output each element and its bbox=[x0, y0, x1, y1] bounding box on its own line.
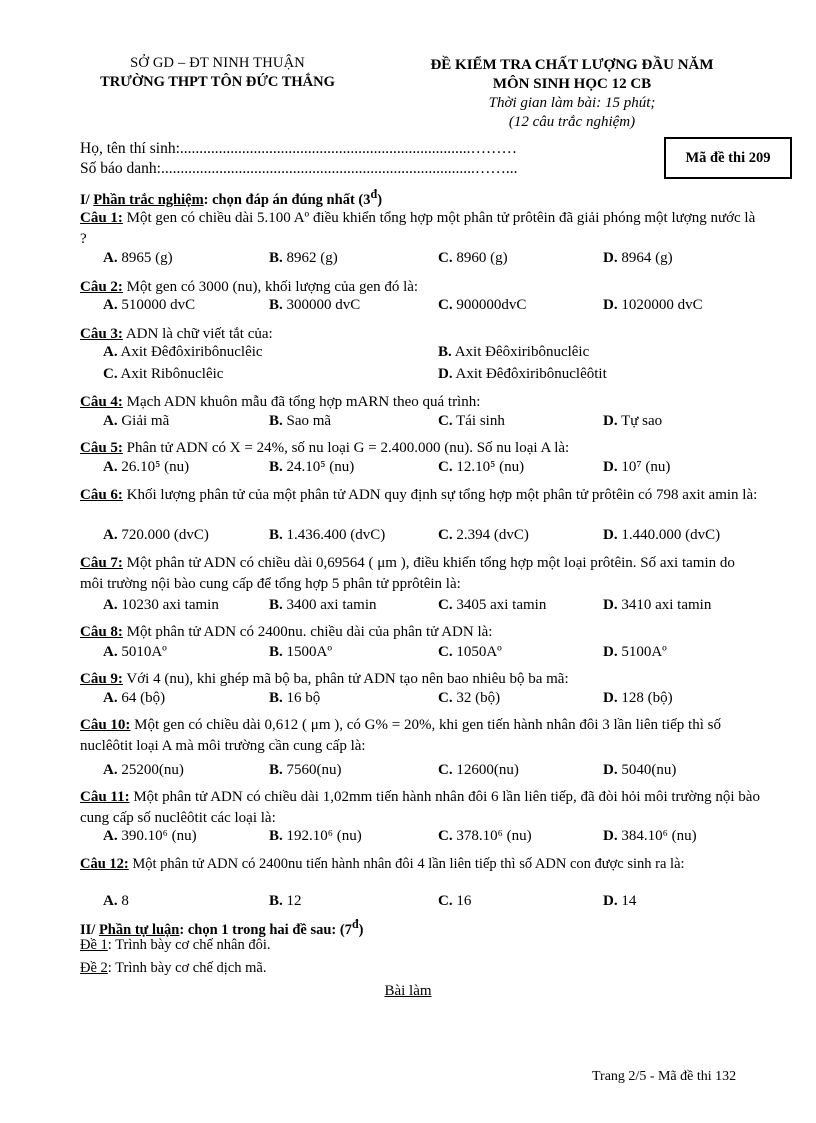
option-c[interactable] bbox=[438, 413, 505, 430]
option-c[interactable] bbox=[438, 527, 529, 544]
option-d[interactable] bbox=[603, 893, 636, 910]
option-text: 5040(nu) bbox=[621, 762, 677, 778]
option-letter: C. bbox=[438, 828, 453, 844]
essay-1-label: Đề 1 bbox=[80, 937, 108, 953]
student-id-label: Số báo danh: bbox=[80, 160, 161, 177]
question-text: Một gen có chiều dài 5.100 Aº điều khiển tổng hợp một phân tử prôtêin đã giải phóng một lượng nước là ? bbox=[80, 210, 756, 247]
option-letter: A. bbox=[103, 893, 118, 909]
option-text: 510000 dvC bbox=[121, 297, 196, 313]
option-d[interactable] bbox=[603, 413, 662, 430]
option-a[interactable] bbox=[103, 893, 129, 910]
option-text: 900000dvC bbox=[456, 297, 527, 313]
essay-2-text: : Trình bày cơ chế dịch mã. bbox=[107, 960, 267, 976]
exam-code-box bbox=[664, 137, 792, 179]
option-c[interactable] bbox=[438, 644, 502, 661]
question-label: Câu 6: bbox=[80, 487, 123, 503]
option-c[interactable] bbox=[438, 459, 524, 476]
student-name-field[interactable]: ...........................................................................……… bbox=[179, 140, 518, 157]
question-label: Câu 9: bbox=[80, 671, 123, 687]
option-text: 10230 axi tamin bbox=[121, 597, 219, 613]
options-row bbox=[103, 413, 753, 434]
option-letter: D. bbox=[603, 762, 618, 778]
part2-rest: : chọn 1 trong hai đề sau: (7 bbox=[179, 921, 352, 938]
option-letter: B. bbox=[269, 828, 283, 844]
option-a[interactable] bbox=[103, 527, 209, 544]
options-row bbox=[103, 250, 753, 271]
question-label: Câu 2: bbox=[80, 279, 123, 295]
option-a[interactable] bbox=[103, 690, 165, 707]
option-text: 1.436.400 (dvC) bbox=[286, 527, 386, 543]
option-text: 8964 (g) bbox=[621, 250, 673, 266]
question-5 bbox=[80, 438, 760, 459]
option-text: Axit Đêđôxiribônuclêôtit bbox=[455, 366, 607, 382]
options-row bbox=[103, 644, 753, 665]
option-text: 8965 (g) bbox=[121, 250, 173, 266]
options-row bbox=[103, 893, 753, 914]
option-text: 8 bbox=[121, 893, 129, 909]
part2-heading bbox=[80, 917, 364, 939]
option-text: 12600(nu) bbox=[456, 762, 519, 778]
part1-heading bbox=[80, 187, 382, 209]
question-text: Một phân tử ADN có 2400nu. chiều dài của phân tử ADN là: bbox=[122, 624, 493, 640]
option-a[interactable] bbox=[103, 297, 195, 314]
option-b[interactable] bbox=[269, 459, 354, 476]
option-a[interactable] bbox=[103, 597, 219, 614]
exam-title: ĐỀ KIỂM TRA CHẤT LƯỢNG ĐẦU NĂM bbox=[430, 57, 714, 73]
option-d[interactable] bbox=[603, 527, 720, 544]
question-text: Phân tử ADN có X = 24%, số nu loại G = 2.400.000 (nu). Số nu loại A là: bbox=[122, 440, 570, 456]
option-letter: B. bbox=[269, 527, 283, 543]
question-8 bbox=[80, 622, 760, 643]
option-text: Tự sao bbox=[621, 413, 663, 429]
option-c[interactable] bbox=[438, 250, 508, 267]
question-10 bbox=[80, 715, 760, 757]
option-letter: A. bbox=[103, 527, 118, 543]
option-c[interactable] bbox=[438, 828, 532, 845]
option-letter: B. bbox=[438, 344, 452, 360]
option-text: Axit Đêôxiribônuclêic bbox=[454, 344, 590, 360]
essay-1 bbox=[80, 937, 271, 954]
part1-sup: đ bbox=[370, 187, 378, 201]
question-text: Với 4 (nu), khi ghép mã bộ ba, phân tử ADN tạo nên bao nhiêu bộ ba mã: bbox=[122, 671, 569, 687]
option-text: 8960 (g) bbox=[456, 250, 508, 266]
option-text: 3410 axi tamin bbox=[621, 597, 712, 613]
option-letter: C. bbox=[438, 459, 453, 475]
option-letter: A. bbox=[103, 762, 118, 778]
question-text: Một gen có 3000 (nu), khối lượng của gen đó là: bbox=[122, 279, 419, 295]
question-text: Một gen có chiều dài 0,612 ( μm ), có G% = 20%, khi gen tiến hành nhân đôi 3 lần liên tiếp thì số nuclêôtit loại A mà môi trường cần cung cấp là: bbox=[80, 717, 721, 754]
options-row bbox=[103, 762, 753, 783]
option-letter: B. bbox=[269, 459, 283, 475]
part2-close: ) bbox=[358, 921, 364, 938]
question-text: Một phân tử ADN có 2400nu tiến hành nhân đôi 4 lần liên tiếp thì số ADN con được sinh ra là: bbox=[128, 856, 685, 872]
question-text: Khối lượng phân tử của một phân tử ADN quy định sự tổng hợp một phân tử prôtêin có 798 axit amin là: bbox=[122, 487, 758, 503]
option-text: 720.000 (dvC) bbox=[121, 527, 209, 543]
option-d[interactable] bbox=[603, 250, 673, 267]
question-label: Câu 4: bbox=[80, 394, 123, 410]
question-label: Câu 11: bbox=[80, 789, 130, 805]
option-letter: B. bbox=[269, 893, 283, 909]
option-letter: B. bbox=[269, 413, 283, 429]
option-b[interactable] bbox=[269, 527, 385, 544]
option-text: 24.10⁵ (nu) bbox=[286, 459, 355, 475]
question-7 bbox=[80, 553, 760, 595]
essay-1-text: : Trình bày cơ chế nhân đôi. bbox=[107, 937, 271, 953]
option-c[interactable] bbox=[103, 366, 223, 383]
option-d[interactable] bbox=[603, 690, 673, 707]
option-letter: D. bbox=[603, 828, 618, 844]
option-text: 5010Aº bbox=[121, 644, 167, 660]
option-text: 26.10⁵ (nu) bbox=[121, 459, 190, 475]
question-label: Câu 8: bbox=[80, 624, 123, 640]
option-b[interactable] bbox=[269, 762, 342, 779]
option-b[interactable] bbox=[269, 644, 332, 661]
option-d[interactable] bbox=[603, 459, 670, 476]
part1-prefix: I/ bbox=[80, 191, 94, 208]
options-row bbox=[103, 690, 753, 711]
option-letter: D. bbox=[603, 250, 618, 266]
option-a[interactable] bbox=[103, 828, 197, 845]
option-text: Sao mã bbox=[286, 413, 332, 429]
part1-title: Phần trắc nghiệm bbox=[93, 191, 204, 208]
exam-time: Thời gian làm bài: 15 phút; bbox=[488, 95, 656, 111]
options-row bbox=[103, 366, 753, 387]
option-text: 12 bbox=[286, 893, 302, 909]
school-header bbox=[60, 54, 375, 92]
option-letter: C. bbox=[438, 893, 453, 909]
part2-title: Phần tự luận bbox=[98, 921, 180, 938]
exam-question-count: (12 câu trắc nghiệm) bbox=[508, 114, 636, 130]
options-row bbox=[103, 597, 753, 618]
option-a[interactable] bbox=[103, 344, 263, 361]
question-label: Câu 10: bbox=[80, 717, 131, 733]
essay-2 bbox=[80, 960, 266, 977]
option-b[interactable] bbox=[438, 344, 589, 361]
option-letter: D. bbox=[603, 413, 618, 429]
option-c[interactable] bbox=[438, 297, 526, 314]
question-label: Câu 12: bbox=[80, 856, 129, 872]
option-text: 1050Aº bbox=[456, 644, 502, 660]
option-b[interactable] bbox=[269, 297, 360, 314]
option-c[interactable] bbox=[438, 690, 500, 707]
option-letter: B. bbox=[269, 690, 283, 706]
option-letter: C. bbox=[438, 250, 453, 266]
option-text: 3405 axi tamin bbox=[456, 597, 547, 613]
option-text: 5100Aº bbox=[621, 644, 667, 660]
option-letter: C. bbox=[438, 297, 453, 313]
option-d[interactable] bbox=[603, 828, 697, 845]
options-row bbox=[103, 459, 753, 480]
option-letter: A. bbox=[103, 644, 118, 660]
option-letter: D. bbox=[603, 527, 618, 543]
option-d[interactable] bbox=[603, 644, 667, 661]
part1-rest: : chọn đáp án đúng nhất (3 bbox=[203, 191, 371, 208]
option-b[interactable] bbox=[269, 250, 338, 267]
option-text: 1.440.000 (dvC) bbox=[621, 527, 721, 543]
option-letter: A. bbox=[103, 597, 118, 613]
option-text: 7560(nu) bbox=[286, 762, 342, 778]
answer-heading-text: Bài làm bbox=[384, 983, 432, 999]
option-letter: A. bbox=[103, 828, 118, 844]
option-text: 192.10⁶ (nu) bbox=[286, 828, 362, 844]
option-text: 1500Aº bbox=[286, 644, 332, 660]
department-name: SỞ GD – ĐT NINH THUẬN bbox=[130, 55, 305, 71]
option-b[interactable] bbox=[269, 690, 320, 707]
option-text: 128 (bộ) bbox=[621, 690, 673, 706]
option-text: 2.394 (dvC) bbox=[456, 527, 529, 543]
option-text: 8962 (g) bbox=[286, 250, 338, 266]
question-label: Câu 7: bbox=[80, 555, 123, 571]
exam-header bbox=[392, 56, 752, 132]
school-name: TRƯỜNG THPT TÔN ĐỨC THẮNG bbox=[100, 74, 335, 90]
question-label: Câu 3: bbox=[80, 326, 123, 342]
option-letter: D. bbox=[603, 597, 618, 613]
option-text: Tái sinh bbox=[456, 413, 505, 429]
option-a[interactable] bbox=[103, 644, 167, 661]
option-letter: B. bbox=[269, 297, 283, 313]
option-text: 16 bộ bbox=[286, 690, 321, 706]
option-text: 32 (bộ) bbox=[456, 690, 501, 706]
option-b[interactable] bbox=[269, 828, 362, 845]
part2-sup: đ bbox=[351, 917, 359, 931]
option-a[interactable] bbox=[103, 250, 173, 267]
question-label: Câu 1: bbox=[80, 210, 123, 226]
question-9 bbox=[80, 669, 760, 690]
student-id-field[interactable]: .................................................................................……... bbox=[160, 160, 518, 177]
option-text: 64 (bộ) bbox=[121, 690, 166, 706]
option-d[interactable] bbox=[603, 597, 711, 614]
option-d[interactable] bbox=[603, 297, 703, 314]
option-letter: D. bbox=[603, 459, 618, 475]
option-letter: C. bbox=[438, 597, 453, 613]
question-text: ADN là chữ viết tắt của: bbox=[122, 326, 273, 342]
question-text: Mạch ADN khuôn mẫu đã tổng hợp mARN theo quá trình: bbox=[122, 394, 481, 410]
question-11 bbox=[80, 787, 760, 829]
option-letter: D. bbox=[603, 297, 618, 313]
option-text: 300000 dvC bbox=[286, 297, 361, 313]
option-c[interactable] bbox=[438, 762, 519, 779]
option-text: 12.10⁵ (nu) bbox=[456, 459, 525, 475]
option-text: Giải mã bbox=[121, 413, 170, 429]
option-letter: C. bbox=[438, 690, 453, 706]
option-b[interactable] bbox=[269, 597, 377, 614]
option-text: 14 bbox=[621, 893, 637, 909]
question-1 bbox=[80, 208, 760, 250]
option-c[interactable] bbox=[438, 597, 546, 614]
student-name-line bbox=[80, 140, 517, 158]
question-text: Một phân tử ADN có chiều dài 0,69564 ( μm ), điều khiển tổng hợp một loại prôtêin. Số axi tamin do môi trường nội bào cung cấp để tổng hợp 5 phân tử pprôtêin là: bbox=[80, 555, 735, 592]
question-12 bbox=[80, 855, 760, 873]
option-c[interactable] bbox=[438, 893, 471, 910]
options-row bbox=[103, 527, 753, 548]
option-text: 16 bbox=[456, 893, 472, 909]
question-6 bbox=[80, 485, 760, 506]
exam-code: Mã đề thi 209 bbox=[685, 149, 771, 166]
option-text: 1020000 dvC bbox=[621, 297, 703, 313]
option-text: Axit Ribônuclêic bbox=[120, 366, 224, 382]
option-text: 10⁷ (nu) bbox=[621, 459, 671, 475]
answer-heading bbox=[0, 983, 816, 1000]
option-letter: A. bbox=[103, 250, 118, 266]
question-2 bbox=[80, 277, 760, 298]
part2-prefix: II/ bbox=[80, 921, 99, 938]
option-letter: A. bbox=[103, 690, 118, 706]
option-letter: B. bbox=[269, 250, 283, 266]
option-letter: D. bbox=[603, 893, 618, 909]
option-letter: A. bbox=[103, 297, 118, 313]
option-letter: C. bbox=[438, 762, 453, 778]
option-a[interactable] bbox=[103, 413, 169, 430]
option-letter: C. bbox=[438, 413, 453, 429]
question-label: Câu 5: bbox=[80, 440, 123, 456]
option-d[interactable] bbox=[438, 366, 607, 383]
option-b[interactable] bbox=[269, 413, 331, 430]
option-letter: B. bbox=[269, 597, 283, 613]
option-letter: B. bbox=[269, 762, 283, 778]
option-letter: A. bbox=[103, 459, 118, 475]
option-a[interactable] bbox=[103, 459, 189, 476]
option-letter: B. bbox=[269, 644, 283, 660]
option-text: 390.10⁶ (nu) bbox=[121, 828, 197, 844]
option-letter: A. bbox=[103, 344, 118, 360]
option-text: 378.10⁶ (nu) bbox=[456, 828, 532, 844]
question-text: Một phân tử ADN có chiều dài 1,02mm tiến hành nhân đôi 6 lần liên tiếp, đã đòi hỏi môi trường nội bào cung cấp số nuclêôtit các loại là: bbox=[80, 789, 760, 826]
option-letter: C. bbox=[438, 527, 453, 543]
option-letter: C. bbox=[438, 644, 453, 660]
option-text: Axit Đêđôxiribônuclêic bbox=[120, 344, 263, 360]
question-4 bbox=[80, 392, 760, 413]
options-row bbox=[103, 828, 753, 849]
question-3 bbox=[80, 324, 760, 345]
option-letter: D. bbox=[603, 644, 618, 660]
student-name-label: Họ, tên thí sinh: bbox=[80, 140, 180, 157]
options-row bbox=[103, 344, 753, 365]
option-text: 3400 axi tamin bbox=[286, 597, 377, 613]
option-d[interactable] bbox=[603, 762, 676, 779]
option-a[interactable] bbox=[103, 762, 184, 779]
essay-2-label: Đề 2 bbox=[80, 960, 108, 976]
option-text: 25200(nu) bbox=[121, 762, 184, 778]
option-b[interactable] bbox=[269, 893, 302, 910]
option-letter: D. bbox=[603, 690, 618, 706]
student-id-line bbox=[80, 160, 517, 178]
part1-close: ) bbox=[377, 191, 383, 208]
option-letter: D. bbox=[438, 366, 453, 382]
exam-subject: MÔN SINH HỌC 12 CB bbox=[492, 76, 652, 92]
option-text: 384.10⁶ (nu) bbox=[621, 828, 697, 844]
option-letter: C. bbox=[103, 366, 118, 382]
option-letter: A. bbox=[103, 413, 118, 429]
page-footer: Trang 2/5 - Mã đề thi 132 bbox=[592, 1069, 737, 1084]
options-row bbox=[103, 297, 753, 318]
